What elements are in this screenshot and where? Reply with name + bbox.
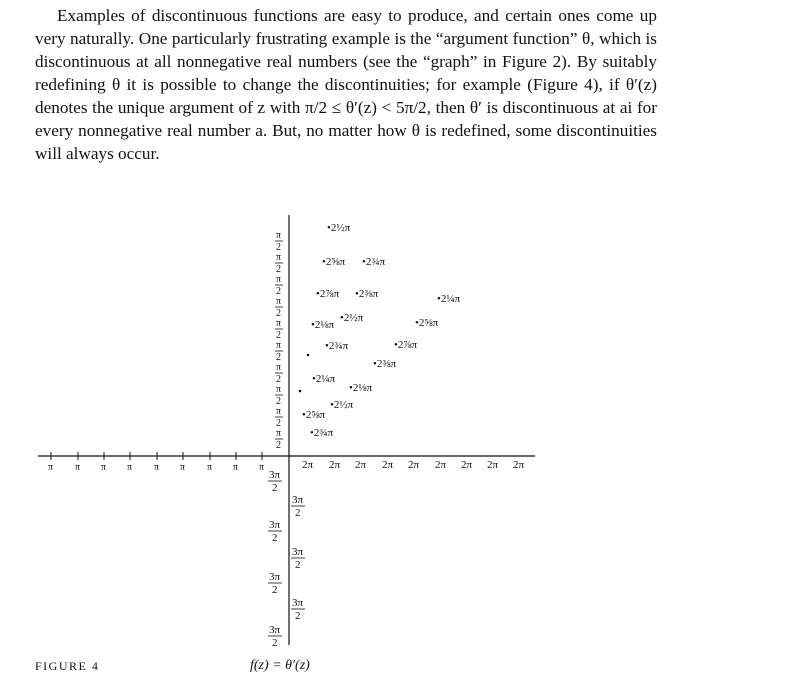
svg-text:π: π [276,274,282,285]
svg-text:2: 2 [295,507,301,519]
pi-over-2 [275,340,283,363]
paragraph-text: Examples of discontinuous functions are easy to produce, and certain ones come up very naturally. One particularly frustrating example is the “argument function” θ, which is discontinuous at all nonnegative real numbers (see the “graph” in Figure 2). By suitably redefining θ it is possible to change the discontinuities; for example (Figure 4), if θ′(z) denotes the unique argument of z with π/2 ≤ θ′(z) < 5π/2, then θ′ is discontinuous at ai for every nonnegative real number a. But, no matter how θ is redefined, some discontinuities will always occur. [35,6,657,163]
point-label: •2¼π [312,373,336,385]
figure-caption: FIGURE 4 [35,659,100,673]
neg-tick [180,452,185,473]
svg-text:π: π [276,318,282,329]
svg-text:2: 2 [276,286,281,297]
pos-axis-label: 2π [382,459,394,471]
pi-over-2 [275,318,283,341]
svg-text:π: π [154,462,160,473]
svg-text:π: π [233,462,239,473]
point-label: •2⅜π [373,358,397,370]
point-label: •2½π [340,312,364,324]
three-pi-over-2 [268,469,282,494]
svg-text:π: π [75,462,81,473]
svg-text:π: π [48,462,54,473]
svg-text:2: 2 [276,374,281,385]
positive-axis-labels [302,459,525,471]
svg-text:2: 2 [295,559,301,571]
svg-text:3π: 3π [292,546,304,558]
pi-over-2 [275,230,283,253]
svg-text:2: 2 [276,396,281,407]
svg-text:π: π [127,462,133,473]
svg-text:2: 2 [276,330,281,341]
pi-over-2 [275,406,283,429]
pi-over-2 [275,384,283,407]
svg-text:2: 2 [276,418,281,429]
upper-axis-labels [275,230,283,451]
neg-tick [75,452,80,473]
svg-text:2: 2 [272,637,278,649]
neg-tick [233,452,238,473]
point-label: •2⅜π [355,288,379,300]
svg-text:2: 2 [276,242,281,253]
pi-over-2 [275,362,283,385]
pos-axis-label: 2π [487,459,499,471]
svg-text:3π: 3π [269,519,281,531]
pi-over-2 [275,252,283,275]
svg-text:2: 2 [276,352,281,363]
point-label: •2½π [327,222,351,234]
svg-text:π: π [180,462,186,473]
quadrant-points [299,222,461,439]
negative-axis-labels [48,452,264,473]
svg-text:2: 2 [276,440,281,451]
lone-dot [299,390,302,393]
svg-text:π: π [276,296,282,307]
point-label: •2⅛π [311,319,335,331]
svg-text:π: π [276,252,282,263]
pos-axis-label: 2π [355,459,367,471]
three-pi-over-2 [291,494,305,519]
lone-dot [307,354,310,357]
pi-over-2 [275,296,283,319]
neg-tick [48,452,53,473]
svg-text:3π: 3π [269,624,281,636]
neg-tick [127,452,132,473]
function-label: f(z) = θ′(z) [250,658,310,673]
svg-text:π: π [276,340,282,351]
pos-axis-label: 2π [408,459,420,471]
svg-text:π: π [259,462,265,473]
pos-axis-label: 2π [461,459,473,471]
lower-axis-labels [268,469,305,649]
svg-text:3π: 3π [292,494,304,506]
svg-text:π: π [101,462,107,473]
svg-text:2: 2 [295,610,301,622]
point-label: •2¾π [310,427,334,439]
neg-tick [207,452,212,473]
point-label: •2⅞π [316,288,340,300]
pos-axis-label: 2π [435,459,447,471]
svg-text:3π: 3π [292,597,304,609]
pi-over-2 [275,274,283,297]
three-pi-over-2 [291,546,305,571]
svg-text:2: 2 [272,584,278,596]
svg-text:2: 2 [276,308,281,319]
neg-tick [101,452,106,473]
point-label: •2¾π [325,340,349,352]
svg-text:2: 2 [272,532,278,544]
pos-axis-label: 2π [513,459,525,471]
neg-tick [154,452,159,473]
svg-text:2: 2 [276,264,281,275]
neg-tick [259,452,264,473]
pi-over-2 [275,428,283,451]
point-label: •2¾π [362,256,386,268]
point-label: •2⅛π [349,382,373,394]
point-label: •2¼π [437,293,461,305]
three-pi-over-2 [268,624,282,649]
three-pi-over-2 [268,571,282,596]
three-pi-over-2 [268,519,282,544]
svg-text:3π: 3π [269,469,281,481]
point-label: •2⅞π [394,339,418,351]
pos-axis-label: 2π [302,459,314,471]
point-label: •2⅝π [415,317,439,329]
svg-text:π: π [276,384,282,395]
svg-text:3π: 3π [269,571,281,583]
point-label: •2⅝π [302,409,326,421]
point-label: •2⅝π [322,256,346,268]
svg-text:π: π [276,362,282,373]
svg-text:π: π [276,406,282,417]
svg-text:π: π [276,230,282,241]
point-label: •2½π [330,399,354,411]
svg-text:2: 2 [272,482,278,494]
pos-axis-label: 2π [329,459,341,471]
three-pi-over-2 [291,597,305,622]
svg-text:π: π [276,428,282,439]
svg-text:π: π [207,462,213,473]
